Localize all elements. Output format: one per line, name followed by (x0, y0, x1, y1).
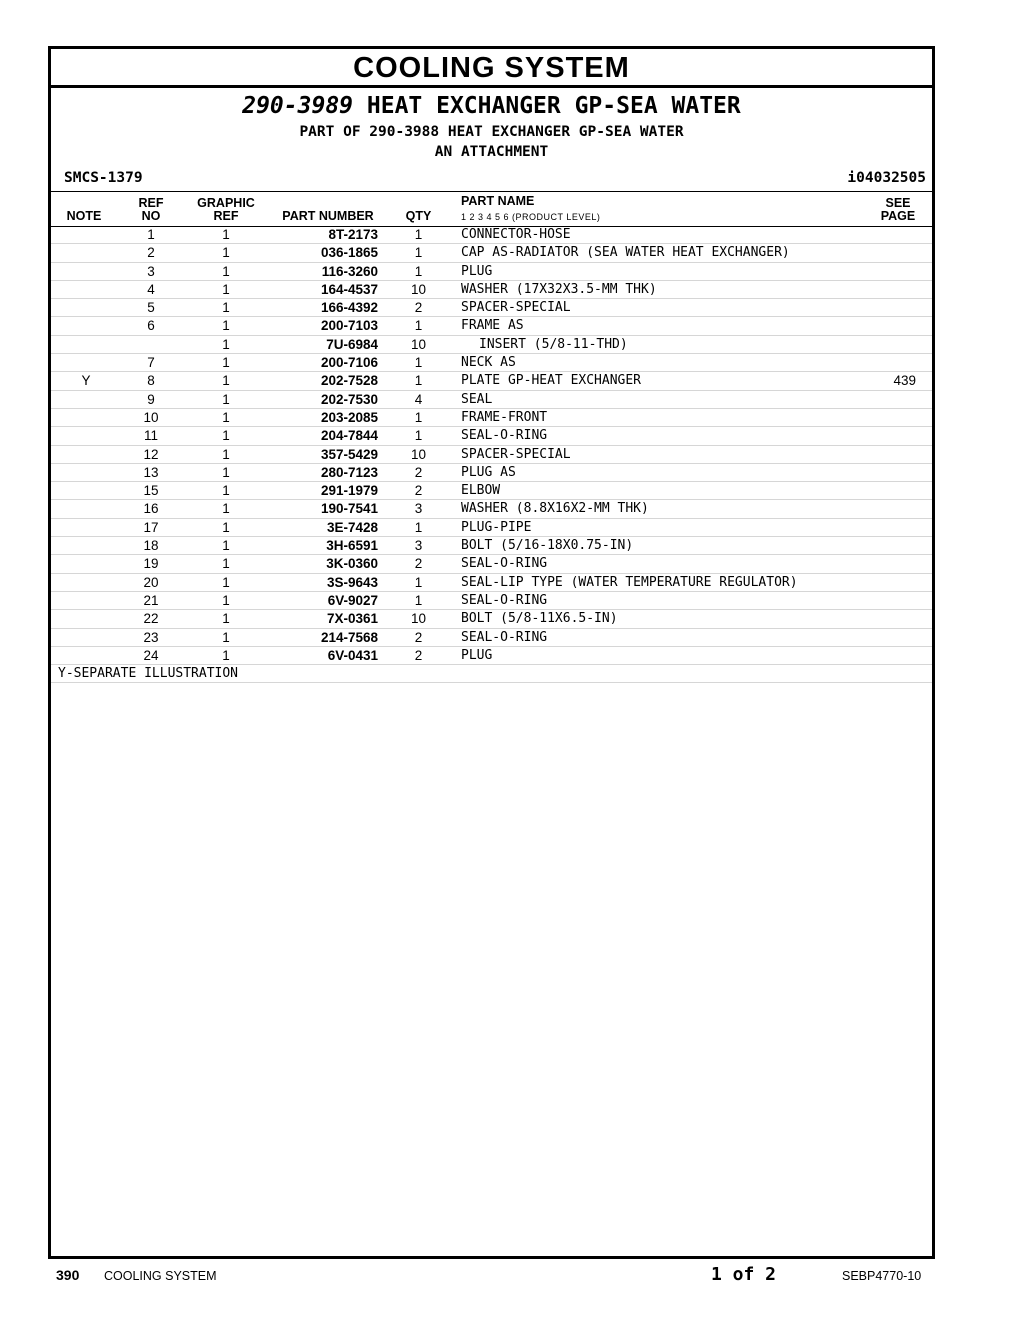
row-part-number: 203-2085 (320, 409, 378, 425)
footer-section: COOLING SYSTEM (104, 1269, 217, 1283)
row-part-name: CONNECTOR-HOSE (461, 227, 571, 242)
row-graphic-ref: 1 (222, 464, 230, 480)
row-graphic-ref: 1 (222, 629, 230, 645)
row-graphic-ref: 1 (222, 336, 230, 352)
row-part-number: 6V-9027 (327, 592, 378, 608)
row-ref-no: 15 (143, 483, 159, 499)
table-row (51, 244, 932, 262)
row-part-name: PLUG (461, 647, 493, 663)
row-part-name: SEAL-O-RING (461, 629, 548, 645)
row-graphic-ref: 1 (222, 300, 230, 316)
row-graphic-ref: 1 (222, 446, 230, 462)
row-graphic-ref: 1 (222, 263, 230, 279)
product-level-labels: 1 2 3 4 5 6 (PRODUCT LEVEL) (461, 212, 601, 222)
row-graphic-ref: 1 (222, 318, 230, 334)
parts-table (51, 226, 932, 683)
row-ref-no: 23 (143, 629, 159, 645)
col-ref-header-line2: NO (141, 209, 161, 223)
table-row (51, 519, 932, 537)
row-qty: 3 (414, 538, 423, 554)
row-graphic-ref: 1 (222, 483, 230, 499)
row-part-number: 3K-0360 (326, 556, 378, 572)
table-row (51, 263, 932, 281)
row-part-name: PLUG (461, 263, 493, 279)
page-frame (48, 46, 935, 1259)
col-see-page-header-line2: PAGE (880, 209, 916, 223)
row-part-number: 202-7530 (320, 391, 378, 407)
section-title: COOLING SYSTEM (51, 49, 932, 88)
row-part-number: 214-7568 (320, 629, 378, 645)
row-ref-no: 2 (147, 245, 155, 261)
table-row (51, 372, 932, 390)
row-qty: 1 (414, 318, 423, 334)
table-row (51, 281, 932, 299)
row-qty: 10 (410, 281, 427, 297)
col-note-header: NOTE (66, 209, 102, 223)
row-part-number: 6V-0431 (327, 647, 378, 663)
col-ref-header (131, 197, 171, 223)
row-qty: 10 (410, 611, 427, 627)
row-qty: 1 (414, 245, 423, 261)
part-of-line: PART OF 290-3988 HEAT EXCHANGER GP-SEA WATER (299, 124, 684, 140)
row-part-name: PLUG AS (461, 464, 516, 480)
col-see-page-header (873, 197, 923, 223)
row-graphic-ref: 1 (222, 373, 230, 389)
row-part-number: 280-7123 (320, 464, 378, 480)
smcs-code: SMCS-1379 (64, 170, 143, 186)
row-ref-no: 3 (147, 263, 155, 279)
row-qty: 1 (414, 373, 423, 389)
row-part-number: 116-3260 (321, 263, 378, 279)
row-part-number: 164-4537 (320, 281, 378, 297)
table-row (51, 574, 932, 592)
group-number: 290-3989 (242, 93, 354, 119)
row-qty: 1 (414, 574, 423, 590)
row-graphic-ref: 1 (222, 391, 230, 407)
row-qty: 1 (414, 227, 423, 242)
row-part-name: NECK AS (461, 355, 516, 371)
row-qty: 1 (414, 428, 423, 444)
row-part-number: 036-1865 (320, 245, 378, 261)
row-graphic-ref: 1 (222, 501, 230, 517)
row-graphic-ref: 1 (222, 519, 230, 535)
table-row (51, 464, 932, 482)
page-footer (0, 1264, 1020, 1286)
col-ref-header-line1: REF (138, 196, 164, 210)
row-qty: 2 (414, 647, 423, 663)
footer-doc-number: SEBP4770-10 (842, 1269, 922, 1283)
row-ref-no: 24 (143, 647, 159, 663)
row-part-name: SEAL (461, 391, 493, 407)
row-ref-no: 12 (143, 446, 159, 462)
row-qty: 10 (410, 336, 427, 352)
row-ref-no: 9 (147, 391, 155, 407)
row-see-page: 439 (893, 373, 916, 389)
row-part-number: 202-7528 (320, 373, 378, 389)
table-row (51, 354, 932, 372)
table-row (51, 592, 932, 610)
row-qty: 2 (414, 483, 423, 499)
col-see-page-header-line1: SEE (885, 196, 911, 210)
col-graphic-ref-header-line1: GRAPHIC (197, 196, 255, 210)
row-part-name: INSERT (5/8-11-THD) (479, 336, 628, 352)
row-ref-no: 10 (143, 409, 159, 425)
row-part-number: 8T-2173 (328, 227, 378, 242)
row-graphic-ref: 1 (222, 647, 230, 663)
row-graphic-ref: 1 (222, 611, 230, 627)
table-row (51, 446, 932, 464)
group-name: HEAT EXCHANGER GP-SEA WATER (366, 93, 741, 119)
row-part-number: 200-7103 (320, 318, 378, 334)
row-part-number: 190-7541 (320, 501, 378, 517)
table-row (51, 299, 932, 317)
row-ref-no: 22 (143, 611, 159, 627)
footer-page-number: 390 (56, 1267, 80, 1283)
row-part-name: WASHER (17X32X3.5-MM THK) (461, 281, 657, 297)
header-divider (51, 191, 932, 192)
group-title (51, 90, 932, 122)
row-graphic-ref: 1 (222, 556, 230, 572)
row-part-number: 204-7844 (320, 428, 378, 444)
row-ref-no: 16 (143, 501, 159, 517)
row-ref-no: 6 (147, 318, 155, 334)
row-graphic-ref: 1 (222, 428, 230, 444)
table-row (51, 336, 932, 354)
row-graphic-ref: 1 (222, 409, 230, 425)
row-part-name: PLUG-PIPE (461, 519, 532, 535)
row-ref-no: 8 (147, 373, 155, 389)
row-graphic-ref: 1 (222, 355, 230, 371)
row-part-name: SPACER-SPECIAL (461, 300, 571, 316)
row-graphic-ref: 1 (222, 592, 230, 608)
table-row (51, 610, 932, 628)
row-part-number: 3H-6591 (326, 538, 378, 554)
row-part-number: 7X-0361 (326, 611, 378, 627)
attachment-line: AN ATTACHMENT (434, 144, 549, 160)
table-row (51, 409, 932, 427)
row-part-name: SEAL-LIP TYPE (WATER TEMPERATURE REGULATOR) (461, 574, 798, 590)
row-graphic-ref: 1 (222, 574, 230, 590)
row-ref-no: 13 (143, 464, 159, 480)
table-row (51, 555, 932, 573)
row-qty: 1 (414, 263, 423, 279)
col-qty-header: QTY (405, 209, 432, 223)
row-graphic-ref: 1 (222, 281, 230, 297)
row-qty: 2 (414, 629, 423, 645)
row-qty: 10 (410, 446, 427, 462)
row-part-number: 7U-6984 (326, 336, 378, 352)
row-qty: 4 (414, 391, 423, 407)
table-row (51, 537, 932, 555)
row-part-number: 3E-7428 (326, 519, 378, 535)
row-part-number: 3S-9643 (326, 574, 378, 590)
row-qty: 1 (414, 519, 423, 535)
footnote: Y-SEPARATE ILLUSTRATION (51, 665, 932, 683)
row-part-name: BOLT (5/8-11X6.5-IN) (461, 611, 618, 627)
row-part-name: SEAL-O-RING (461, 428, 548, 444)
row-part-name: SPACER-SPECIAL (461, 446, 571, 462)
row-part-name: SEAL-O-RING (461, 592, 548, 608)
row-qty: 1 (414, 355, 423, 371)
row-part-name: BOLT (5/16-18X0.75-IN) (461, 538, 634, 554)
row-part-name: ELBOW (461, 483, 501, 499)
row-ref-no: 21 (143, 592, 159, 608)
row-note: Y (81, 373, 91, 389)
table-row (51, 317, 932, 335)
row-qty: 1 (414, 409, 423, 425)
row-part-name: CAP AS-RADIATOR (SEA WATER HEAT EXCHANGER) (461, 245, 790, 261)
row-graphic-ref: 1 (222, 245, 230, 261)
row-ref-no: 11 (143, 428, 158, 444)
col-graphic-ref-header-line2: REF (213, 209, 239, 223)
row-graphic-ref: 1 (222, 227, 230, 242)
illustration-id: i04032505 (847, 170, 926, 186)
footer-page-count: 1 of 2 (711, 1264, 777, 1285)
row-qty: 1 (414, 592, 423, 608)
row-qty: 2 (414, 300, 423, 316)
col-part-name-header: PART NAME (461, 194, 535, 208)
row-graphic-ref: 1 (222, 538, 230, 554)
table-row (51, 391, 932, 409)
row-qty: 2 (414, 556, 423, 572)
table-row (51, 226, 932, 244)
row-part-number: 166-4392 (320, 300, 378, 316)
row-part-number: 200-7106 (320, 355, 378, 371)
row-ref-no: 18 (143, 538, 159, 554)
row-qty: 2 (414, 464, 423, 480)
row-part-name: WASHER (8.8X16X2-MM THK) (461, 501, 649, 517)
row-ref-no: 20 (143, 574, 159, 590)
row-part-name: SEAL-O-RING (461, 556, 548, 572)
row-ref-no: 5 (147, 300, 155, 316)
row-part-name: FRAME-FRONT (461, 409, 548, 425)
title-block (51, 90, 932, 162)
row-qty: 3 (414, 501, 423, 517)
row-ref-no: 1 (147, 227, 155, 242)
row-part-number: 357-5429 (320, 446, 378, 462)
table-row (51, 647, 932, 665)
row-part-name: PLATE GP-HEAT EXCHANGER (461, 373, 642, 389)
row-part-number: 291-1979 (320, 483, 378, 499)
col-graphic-ref-header (191, 197, 261, 223)
col-part-number-header: PART NUMBER (282, 209, 374, 223)
row-part-name: FRAME AS (461, 318, 524, 334)
row-ref-no: 19 (143, 556, 159, 572)
table-row (51, 427, 932, 445)
table-row (51, 482, 932, 500)
row-ref-no: 4 (147, 281, 155, 297)
table-row (51, 629, 932, 647)
table-row (51, 500, 932, 518)
row-ref-no: 17 (143, 519, 159, 535)
row-ref-no: 7 (147, 355, 155, 371)
